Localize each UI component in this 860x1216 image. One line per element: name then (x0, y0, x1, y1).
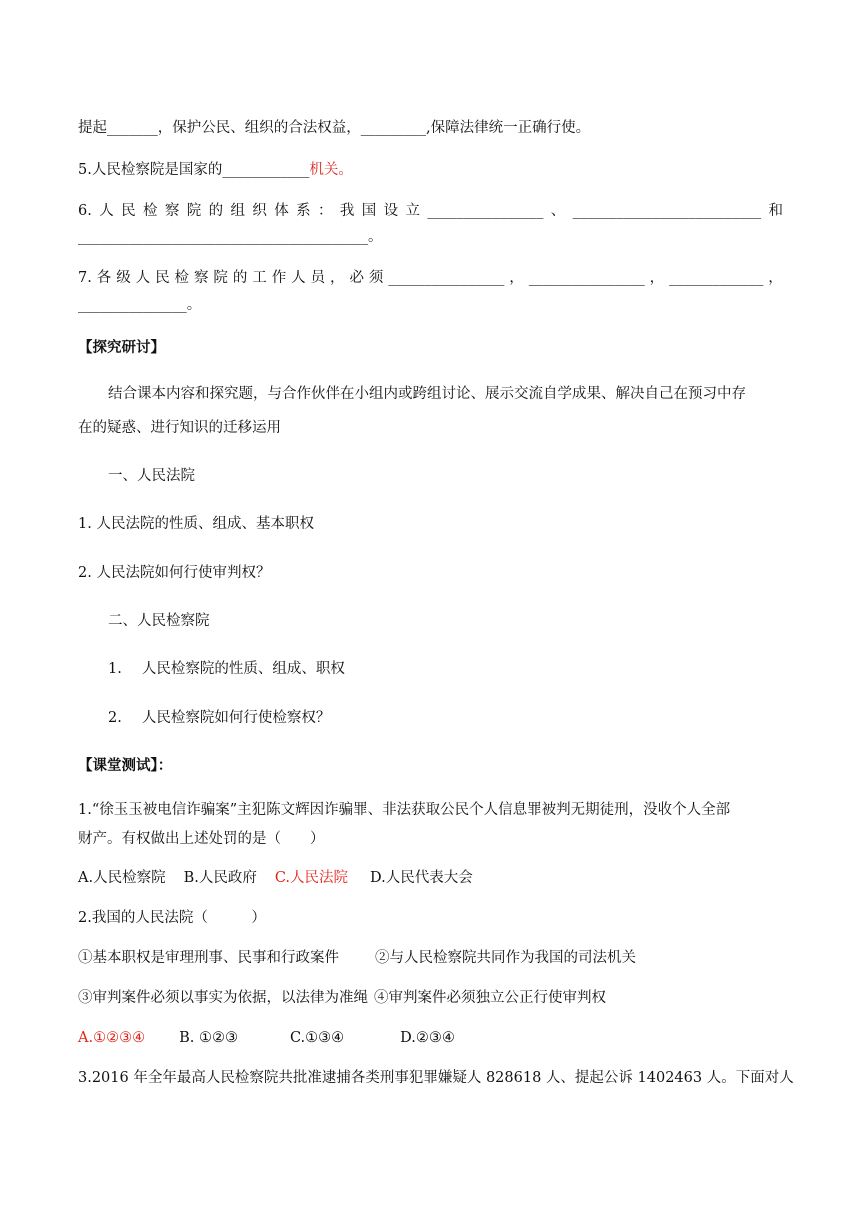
l6a-token: __________________________ (572, 203, 762, 219)
l6a-token: 人 (99, 203, 114, 219)
q5-blank: ____________ (222, 162, 310, 178)
l6a-token: 体 (274, 203, 289, 219)
l7a-token: 级 (116, 270, 131, 286)
l6a-token: ： (317, 203, 333, 219)
l7a-token: 作 (271, 270, 287, 286)
line-prosecution-duties: 提起_______，保护公民、组织的合法权益，_________,保障法律统一正确行使。 (78, 120, 591, 136)
test-q1-options (78, 868, 473, 888)
question-6-line-2: ________________________________________。 (78, 229, 383, 245)
l7a-token: 检 (174, 270, 190, 286)
part2-question-2 (108, 708, 330, 728)
test-q3-line-1: 3.2016 年全年最高人民检察院共批准逮捕各类刑事犯罪嫌疑人 828618 人、提起公诉 1402463 人。下面对人 (78, 1070, 794, 1086)
part2-q1-number: 1. (108, 661, 122, 677)
test-heading: 【课堂测试】： (78, 758, 173, 774)
l7a-token: 各 (96, 270, 112, 286)
l7a-token: 民 (155, 270, 170, 286)
part1-question-1: 1. 人民法院的性质、组成、基本职权 (78, 516, 314, 532)
test-q2-items-1-2 (78, 948, 636, 968)
l7a-token: 工 (252, 270, 267, 286)
test-q1-line-2: 财产。有权做出上述处罚的是（ ） (78, 831, 325, 847)
l7a-token: ________________ (528, 270, 645, 286)
q2-item-3: ③审判案件必须以事实为依据，以法律为准绳 (78, 990, 368, 1006)
part1-title: 一、人民法院 (108, 468, 195, 484)
l7a-token: 必 (349, 270, 364, 286)
q2-option-a-answer: A.①②③④ (78, 1030, 146, 1046)
test-q2-options (78, 1028, 455, 1048)
part2-q1-text: 人民检察院的性质、组成、职权 (141, 661, 345, 677)
question-6-line-1 (78, 201, 783, 221)
l7a-token: 员 (310, 270, 326, 286)
l6a-token: 察 (164, 203, 180, 219)
l7a-token: ， (330, 270, 345, 286)
q2-item-2: ②与人民检察院共同作为我国的司法机关 (375, 950, 636, 966)
l6a-token: 织 (252, 203, 267, 219)
l7a-token: 须 (368, 270, 384, 286)
l7a-token: ， (649, 270, 665, 286)
q2-option-d: D.②③④ (400, 1030, 455, 1046)
test-q2-items-3-4 (78, 988, 606, 1008)
explore-intro-line-2: 在的疑惑、进行知识的迁移运用 (78, 420, 281, 436)
l6a-token: 院 (186, 203, 202, 219)
l6a-token: 6. (78, 203, 92, 219)
test-q2-stem: 2.我国的人民法院（ ） (78, 910, 266, 926)
l7a-token: 的 (232, 270, 248, 286)
q5-suffix: 机关。 (309, 162, 353, 178)
q2-option-b: B. ①②③ (179, 1030, 238, 1046)
q2-item-4: ④审判案件必须独立公正行使审判权 (374, 990, 606, 1006)
question-5 (78, 160, 353, 180)
q1-option-c-answer: C.人民法院 (274, 870, 349, 886)
l6a-token: 我 (339, 203, 355, 219)
part2-title: 二、人民检察院 (108, 613, 210, 629)
l6a-token: 检 (142, 203, 158, 219)
l6a-token: 、 (550, 203, 566, 219)
q2-option-c: C.①③④ (289, 1030, 345, 1046)
l7a-token: 察 (193, 270, 209, 286)
l7a-token: ________________ (388, 270, 505, 286)
l7a-token: 人 (291, 270, 306, 286)
q1-option-a: A.人民检察院 (78, 870, 166, 886)
question-7-line-2: _______________。 (78, 297, 202, 313)
l6a-token: 组 (230, 203, 245, 219)
part2-q2-number: 2. (108, 710, 122, 726)
l6a-token: 和 (768, 203, 783, 219)
explore-heading: 【探究研讨】 (78, 340, 165, 356)
q2-item-1: ①基本职权是审理刑事、民事和行政案件 (78, 950, 339, 966)
part2-question-1 (108, 659, 345, 679)
q1-option-b: B.人民政府 (183, 870, 257, 886)
part2-q2-text: 人民检察院如何行使检察权？ (141, 710, 331, 726)
explore-intro-line-1: 结合课本内容和探究题，与合作伙伴在小组内或跨组讨论、展示交流自学成果、解决自己在预习中存 (108, 386, 746, 402)
test-q1-line-1: 1.“徐玉玉被电信诈骗案”主犯陈文辉因诈骗罪、非法获取公民个人信息罪被判无期徒刑，没收个人全部 (78, 802, 731, 818)
part1-question-2: 2. 人民法院如何行使审判权？ (78, 565, 271, 581)
question-7-line-1 (78, 268, 783, 288)
l7a-token: _____________ (669, 270, 764, 286)
l6a-token: 系 (296, 203, 311, 219)
l7a-token: 院 (213, 270, 228, 286)
l7a-token: 7. (78, 270, 92, 286)
l6a-token: 设 (383, 203, 399, 219)
l6a-token: 的 (208, 203, 224, 219)
q1-option-d: D.人民代表大会 (370, 870, 473, 886)
l6a-token: 国 (361, 203, 377, 219)
l6a-token: ________________ (427, 203, 544, 219)
l6a-token: 民 (121, 203, 136, 219)
l7a-token: ， (509, 270, 524, 286)
l6a-token: 立 (405, 203, 420, 219)
q5-prefix: 5.人民检察院是国家的 (78, 162, 223, 178)
l7a-token: ， (768, 270, 783, 286)
l7a-token: 人 (135, 270, 151, 286)
